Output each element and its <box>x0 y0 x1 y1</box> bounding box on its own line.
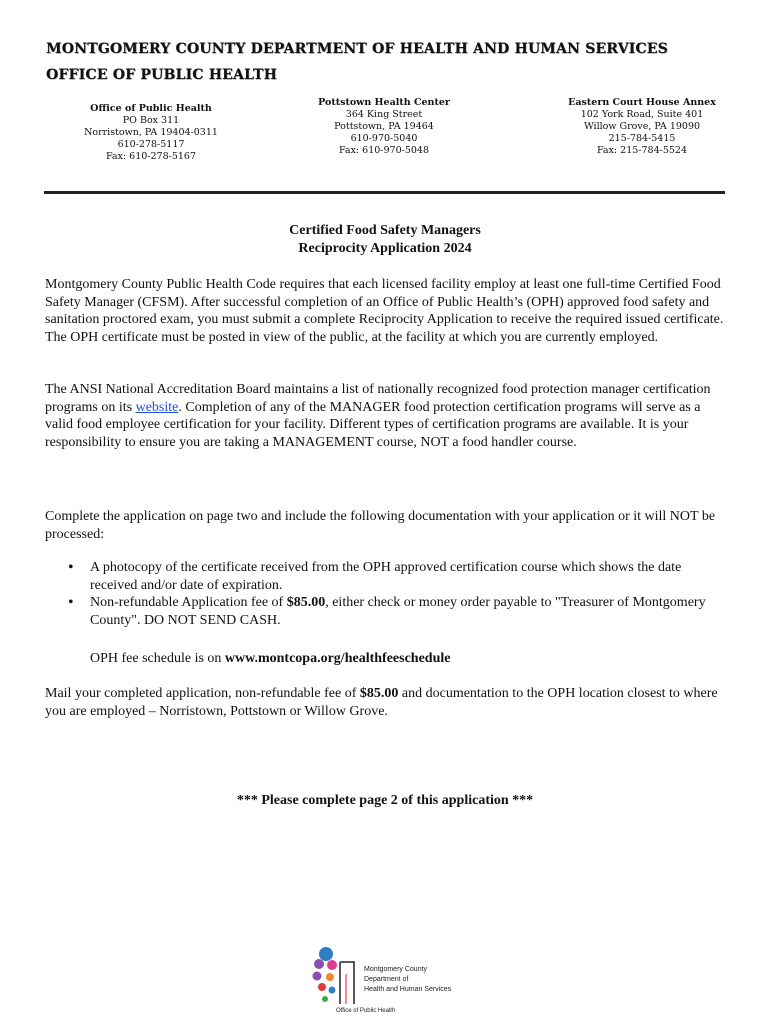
office-title: Office of Public Health <box>90 103 212 114</box>
fee-text-end: , either check or money order payable to "Treasurer of Montgomery County". DO NOT SEND CASH. <box>90 595 706 628</box>
mail-text-end: and documentation to the OPH location closest to where you are employed – Norristown, Pottstown or Willow Grove. <box>45 686 718 719</box>
logo-line-3: Health and Human Services <box>364 986 452 993</box>
logo-line-1: Montgomery County <box>364 966 428 973</box>
logo-line-2: Department of <box>364 976 409 983</box>
office-city: Willow Grove, PA 19090 <box>583 121 701 132</box>
department-header <box>46 36 668 88</box>
mail-text-start: Mail your completed application, non-refundable fee of <box>45 686 360 701</box>
ansi-paragraph <box>45 381 730 451</box>
fee-schedule-url: www.montcopa.org/healthfeeschedule <box>224 651 451 666</box>
office-norristown <box>78 103 224 163</box>
certificate-requirement: A photocopy of the certificate received from the OPH approved certification course which shows the date received and/or date of expiration. <box>90 560 682 593</box>
office-city: Pottstown, PA 19464 <box>334 121 434 132</box>
office-address: PO Box 311 <box>122 115 180 126</box>
closing-note: *** Please complete page 2 of this application *** <box>236 793 534 808</box>
office-address: 102 York Road, Suite 401 <box>580 109 704 120</box>
office-address: 364 King Street <box>345 109 423 120</box>
mail-paragraph <box>45 685 730 720</box>
office-city: Norristown, PA 19404-0311 <box>84 127 218 138</box>
logo-wordmark <box>364 965 451 995</box>
ansi-text-start: The ANSI National Accreditation Board maintains a list of nationally recognized food protection manager certification programs on its <box>45 382 711 415</box>
intro-paragraph: Montgomery County Public Health Code requires that each licensed facility employ at least one full-time Certified Food Safety Manager (CFSM). After successful completion of an Office of Public Health’s (OPH) approved food safety and sanitation proctored exam, you must submit a complete Reciprocity Application to receive the required issued certificate. The OPH certificate must be posted in view of the public, at the facility at which you are currently employed. <box>45 277 724 345</box>
office-pottstown <box>304 97 464 157</box>
office-fax: Fax: 215-784-5524 <box>596 145 688 156</box>
document-title <box>0 222 770 258</box>
documentation-list <box>68 559 718 629</box>
header-divider <box>44 191 725 194</box>
office-name: OFFICE OF PUBLIC HEALTH <box>46 67 278 83</box>
instructions-paragraph: Complete the application on page two and include the following documentation with your application or it will NOT be processed: <box>45 509 716 542</box>
fee-text-start: Non-refundable Application fee of <box>90 595 287 610</box>
logo-subtitle: Office of Public Health <box>336 1008 396 1014</box>
office-fax: Fax: 610-278-5167 <box>105 151 197 162</box>
fee-amount: $85.00 <box>286 595 326 610</box>
logo-mark-icon <box>310 944 364 1010</box>
department-logo <box>310 944 470 1018</box>
mail-fee-amount: $85.00 <box>359 686 399 701</box>
website-link[interactable]: website <box>135 399 179 415</box>
office-willow-grove <box>560 97 724 157</box>
list-item <box>68 594 718 629</box>
list-item <box>68 559 718 594</box>
office-phone: 610-970-5040 <box>350 133 418 144</box>
ansi-text-end: . Completion of any of the MANAGER food protection certification programs will serve as a valid food employee certification for your facility. Different types of certification programs are available. It is your responsibility to ensure you are taking a MANAGEMENT course, NOT a food handler course. <box>45 399 701 450</box>
fee-schedule-label: OPH fee schedule is on <box>90 651 225 666</box>
office-fax: Fax: 610-970-5048 <box>338 145 430 156</box>
office-title: Eastern Court House Annex <box>568 97 716 108</box>
fee-schedule-line <box>90 650 450 668</box>
office-phone: 215-784-5415 <box>608 133 676 144</box>
title-line-1: Certified Food Safety Managers <box>289 223 481 238</box>
title-line-2: Reciprocity Application 2024 <box>298 241 472 256</box>
office-phone: 610-278-5117 <box>117 139 185 150</box>
department-name: MONTGOMERY COUNTY DEPARTMENT OF HEALTH AND HUMAN SERVICES <box>46 41 668 57</box>
office-title: Pottstown Health Center <box>318 97 450 108</box>
